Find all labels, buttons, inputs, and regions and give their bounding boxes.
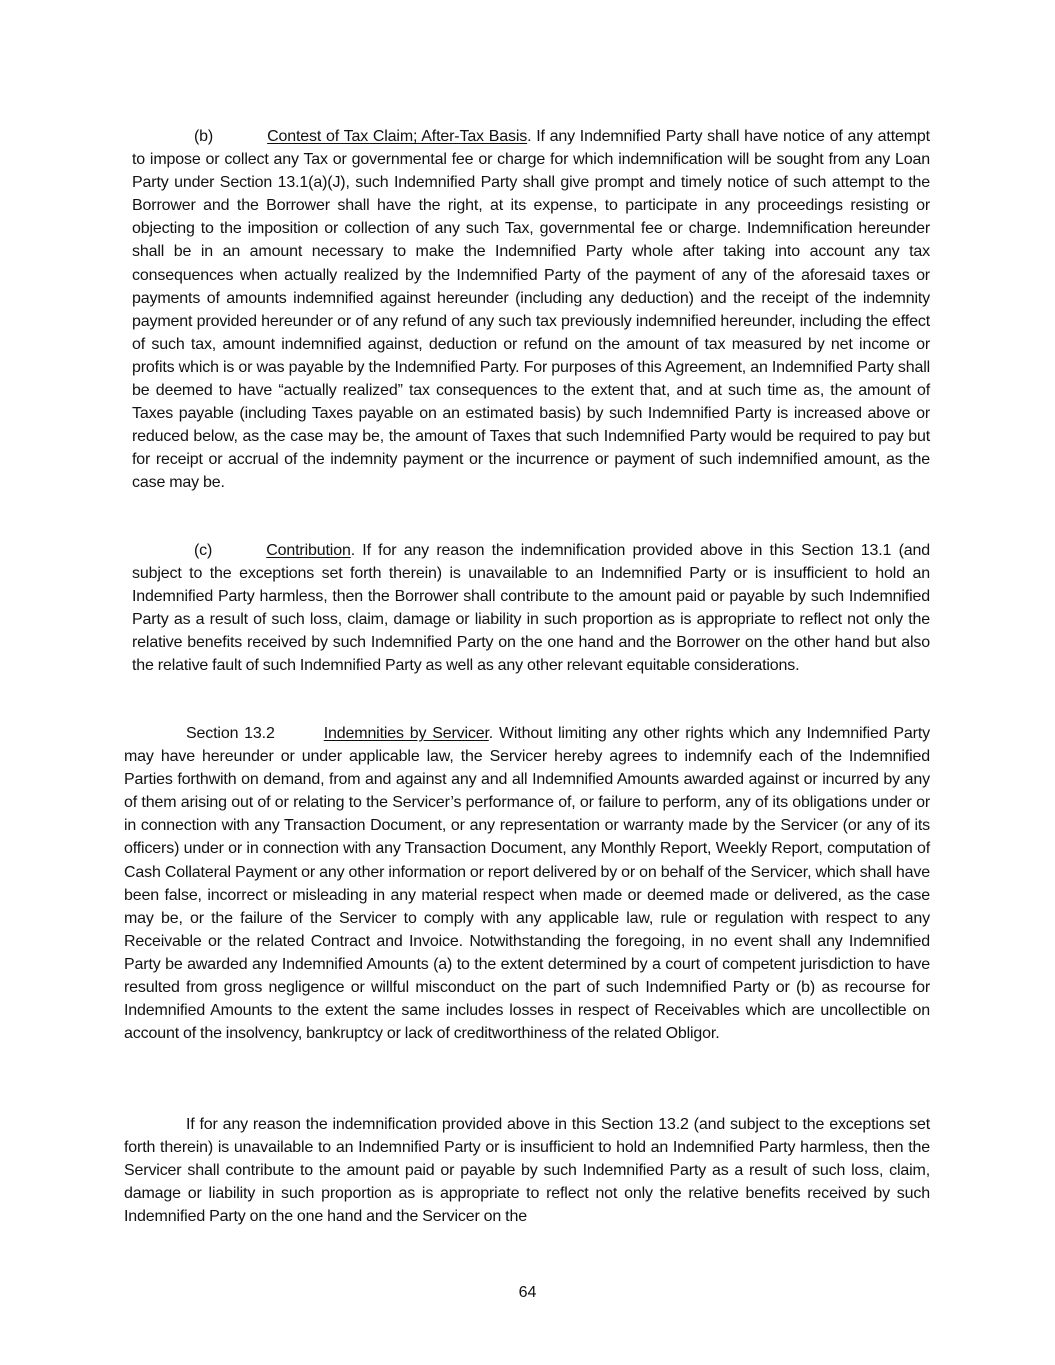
section-13-2-label: Section 13.2 [186,725,275,742]
paragraph-c-label: (c) [194,542,213,559]
paragraph-b-contest-of-tax-claim [132,125,930,495]
section-13-2-body: . Without limiting any other rights which any Indemnified Party may have hereunder or under applicable law, the Servicer hereby agrees to indemnify each of the Indemnified Parties forthwith on demand, from and against any and all Indemnified Amounts awarded against or incurred by any of them arising out of or relating to the Servicer’s performance of, or failure to perform, any of its obligations under or in connection with any Transaction Document, or any representation or warranty made by the Servicer (or any of its officers) under or in connection with any Transaction Document, any Monthly Report, Weekly Report, computation of Cash Collateral Payment or any other information or report delivered by or on behalf of the Servicer, which shall have been false, incorrect or misleading in any material respect when made or deemed made or delivered, as the case may be, or the failure of the Servicer to comply with any applicable law, rule or regulation with respect to any Receivable or the related Contract and Invoice. Notwithstanding the foregoing, in no event shall any Indemnified Party be awarded any Indemnified Amounts (a) to the extent determined by a court of competent jurisdiction to have resulted from gross negligence or willful misconduct on the part of such Indemnified Party or (b) as recourse for Indemnified Amounts to the extent the same includes losses in respect of Receivables which are uncollectible on account of the insolvency, bankruptcy or lack of creditworthiness of the related Obligor. [124,725,930,1043]
paragraph-b-heading: Contest of Tax Claim; After-Tax Basis [267,128,528,145]
paragraph-b-body: . If any Indemnified Party shall have notice of any attempt to impose or collect any Tax or governmental fee or charge for which indemnification will be sought from any Loan Party under Section 13.1(a)(J), such Indemnified Party shall give prompt and timely notice of such attempt to the Borrower and the Borrower shall have the right, at its expense, to participate in any proceedings resisting or objecting to the imposition or collection of any such Tax, governmental fee or charge. Indemnification hereunder shall be in an amount necessary to make the Indemnified Party whole after taking into account any tax consequences when actually realized by the Indemnified Party of the payment of any of the aforesaid taxes or payments of amounts indemnified against hereunder (including any deduction) and the receipt of the indemnity payment provided hereunder or of any refund of any such tax previously indemnified hereunder, including the effect of such tax, amount indemnified against, deduction or refund on the amount of tax measured by net income or profits which is or was payable by the Indemnified Party. For purposes of this Agreement, an Indemnified Party shall be deemed to have “actually realized” tax consequences to the extent that, and at such time as, the amount of Taxes payable (including Taxes payable on an estimated basis) by such Indemnified Party is increased above or reduced below, as the case may be, the amount of Taxes that such Indemnified Party would be required to pay but for receipt or accrual of the indemnity payment or the incurrence or payment of such indemnified amount, as the case may be. [132,128,930,492]
paragraph-c-heading: Contribution [266,542,351,559]
paragraph-b-label: (b) [194,128,214,145]
paragraph-c-contribution [132,539,930,678]
paragraph-servicer-contribution-body: If for any reason the indemnification provided above in this Section 13.2 (and subject to the exceptions set forth therein) is unavailable to an Indemnified Party or is insufficient to hold an Indemnified Party harmless, then the Servicer shall contribute to the amount paid or payable by such Indemnified Party as a result of such loss, claim, damage or liability in such proportion as is appropriate to reflect not only the relative benefits received by such Indemnified Party on the one hand and the Servicer on the [124,1116,930,1226]
section-13-2-indemnities-by-servicer [124,722,930,1045]
paragraph-c-body: . If for any reason the indemnification provided above in this Section 13.1 (and subject to the exceptions set forth therein) is unavailable to an Indemnified Party or is insufficient to hold an Indemnified Party harmless, then the Borrower shall contribute to the amount paid or payable by such Indemnified Party as a result of such loss, claim, damage or liability in such proportion as is appropriate to reflect not only the relative benefits received by such Indemnified Party on the one hand and the Borrower on the other hand but also the relative fault of such Indemnified Party as well as any other relevant equitable considerations. [132,542,930,675]
paragraph-servicer-contribution [124,1113,930,1228]
page-number: 64 [518,1284,537,1301]
section-13-2-heading: Indemnities by Servicer [323,725,489,742]
